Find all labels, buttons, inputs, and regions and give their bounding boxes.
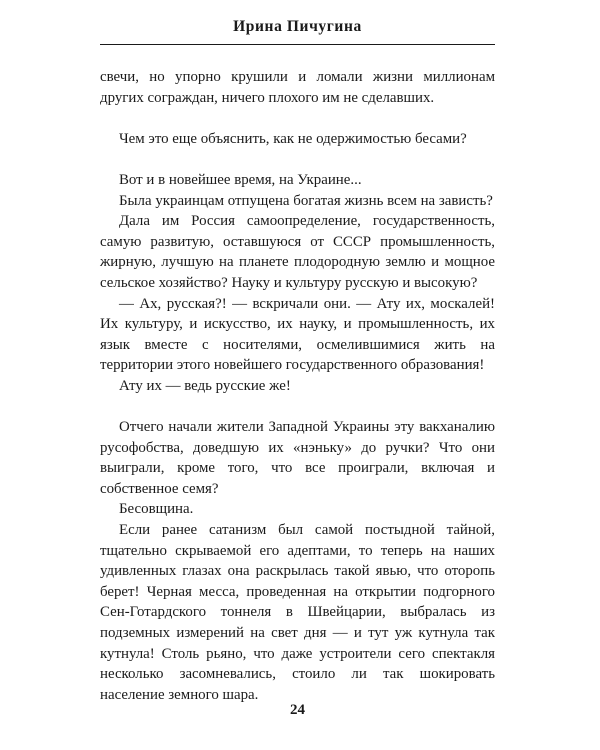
paragraph: Дала им Россия самоопределение, государственность, самую развитую, оставшуюся от СССР промышленность, жирную, лучшую на планете плодородную землю и мощное сельское хозяйство? Науку и культуру русскую и высокую? <box>100 213 495 291</box>
header-rule <box>100 44 495 45</box>
paragraph: Чем это еще объяснить, как не одержимостью бесами? <box>119 130 467 147</box>
paragraph: — Ах, русская?! — вскричали они. — Ату их, москалей! Их культуру, и искусство, их науку, и промышленность, их язык вместе с носителями, осмелившимися жить на территории этого новейшего государственного образования! <box>100 295 495 374</box>
paragraph: Вот и в новейшее время, на Украине... <box>119 171 362 188</box>
page-number: 24 <box>290 702 305 718</box>
paragraph: Отчего начали жители Западной Украины эту вакханалию русофобства, доведшую их «нэньку» до ручки? Что они выиграли, кроме того, что все проиграли, включая и собственное семя? <box>100 419 495 497</box>
paragraph: Ату их — ведь русские же! <box>119 377 291 394</box>
body-text <box>100 67 495 705</box>
running-header-author: Ирина Пичугина <box>233 18 362 35</box>
paragraph: Была украинцам отпущена богатая жизнь всем на зависть? <box>119 192 493 209</box>
paragraph: Бесовщина. <box>119 501 194 518</box>
paragraph-continuation: свечи, но упорно крушили и ломали жизни миллионам других сограждан, ничего плохого им не сделавших. <box>100 69 495 106</box>
paragraph: Если ранее сатанизм был самой постыдной тайной, тщательно скрываемой его адептами, то теперь на наших удивленных глазах она раскрылась такой явью, что оторопь берет! Черная месса, проведенная на открытии подгорного Сен-Готардского тоннеля в Швейцарии, выбралась из подземных измерений на свет дня — и тут уж кутнула так кутнула! Столь рьяно, что даже устроители сего спектакля несколько засомневались, стоило ли так шокировать население земного шара. <box>100 522 495 703</box>
